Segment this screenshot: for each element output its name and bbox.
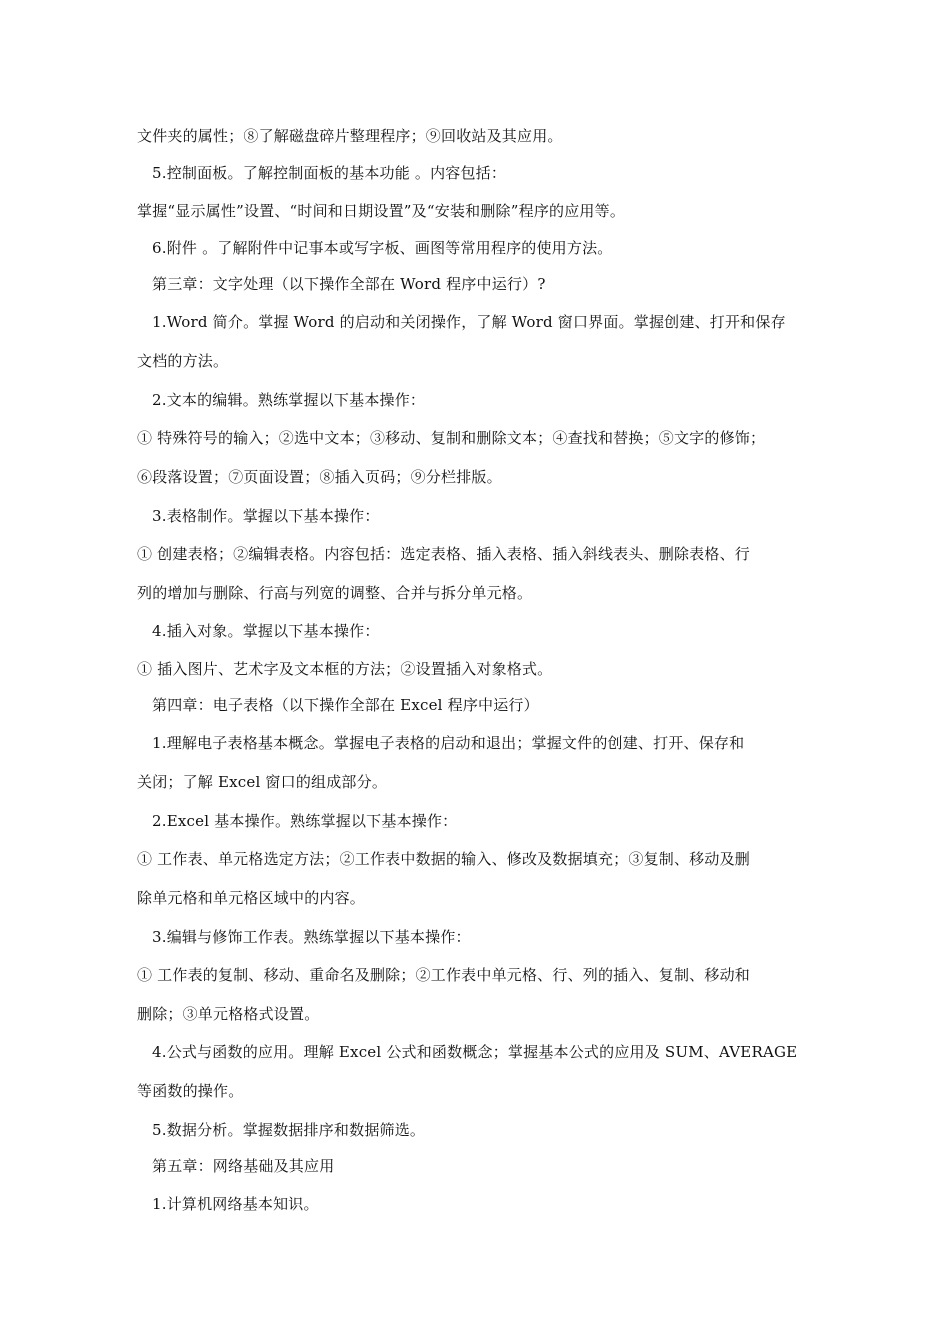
text-line: ⑥段落设置；⑦页面设置；⑧插入页码；⑨分栏排版。 bbox=[137, 468, 502, 486]
text-line: 删除；③单元格格式设置。 bbox=[137, 1005, 320, 1023]
text-line: 5.控制面板。了解控制面板的基本功能 。内容包括： bbox=[152, 164, 507, 182]
text-line: 掌握“显示属性”设置、“时间和日期设置”及“安装和删除”程序的应用等。 bbox=[137, 202, 626, 220]
chapter-heading: 第四章：电子表格（以下操作全部在 Excel 程序中运行） bbox=[152, 696, 539, 714]
text-line: 5.数据分析。掌握数据排序和数据筛选。 bbox=[152, 1121, 426, 1139]
text-line: 4.插入对象。掌握以下基本操作： bbox=[152, 622, 380, 640]
text-line: 4.公式与函数的应用。理解 Excel 公式和函数概念；掌握基本公式的应用及 SUM、AVERAGE bbox=[152, 1043, 798, 1061]
text-line: ① 工作表、单元格选定方法；②工作表中数据的输入、修改及数据填充；③复制、移动及删 bbox=[137, 850, 750, 868]
text-line: 等函数的操作。 bbox=[137, 1082, 244, 1100]
text-line: 3.表格制作。掌握以下基本操作： bbox=[152, 507, 380, 525]
text-line: 1.理解电子表格基本概念。掌握电子表格的启动和退出；掌握文件的创建、打开、保存和 bbox=[152, 734, 745, 752]
text-line: 除单元格和单元格区域中的内容。 bbox=[137, 889, 366, 907]
text-line: 关闭；了解 Excel 窗口的组成部分。 bbox=[137, 773, 388, 791]
text-line: 1.计算机网络基本知识。 bbox=[152, 1195, 319, 1213]
text-line: 列的增加与删除、行高与列宽的调整、合并与拆分单元格。 bbox=[137, 584, 533, 602]
text-line: 3.编辑与修饰工作表。熟练掌握以下基本操作： bbox=[152, 928, 471, 946]
text-line: 6.附件 。了解附件中记事本或写字板、画图等常用程序的使用方法。 bbox=[152, 239, 613, 257]
text-line: ① 工作表的复制、移动、重命名及删除；②工作表中单元格、行、列的插入、复制、移动和 bbox=[137, 966, 750, 984]
text-line: ① 创建表格；②编辑表格。内容包括：选定表格、插入表格、插入斜线表头、删除表格、行 bbox=[137, 545, 750, 563]
text-line: 文件夹的属性；⑧了解磁盘碎片整理程序；⑨回收站及其应用。 bbox=[137, 127, 563, 145]
text-line: ① 特殊符号的输入；②选中文本；③移动、复制和删除文本；④查找和替换；⑤文字的修饰； bbox=[137, 429, 766, 447]
chapter-heading: 第五章：网络基础及其应用 bbox=[152, 1157, 335, 1175]
text-line: ① 插入图片、艺术字及文本框的方法；②设置插入对象格式。 bbox=[137, 660, 553, 678]
text-line: 1.Word 简介。掌握 Word 的启动和关闭操作，了解 Word 窗口界面。掌握创建、打开和保存 bbox=[152, 313, 786, 331]
text-line: 2.文本的编辑。熟练掌握以下基本操作： bbox=[152, 391, 426, 409]
text-line: 2.Excel 基本操作。熟练掌握以下基本操作： bbox=[152, 812, 458, 830]
text-line: 文档的方法。 bbox=[137, 352, 229, 370]
chapter-heading: 第三章：文字处理（以下操作全部在 Word 程序中运行）? bbox=[152, 275, 546, 293]
